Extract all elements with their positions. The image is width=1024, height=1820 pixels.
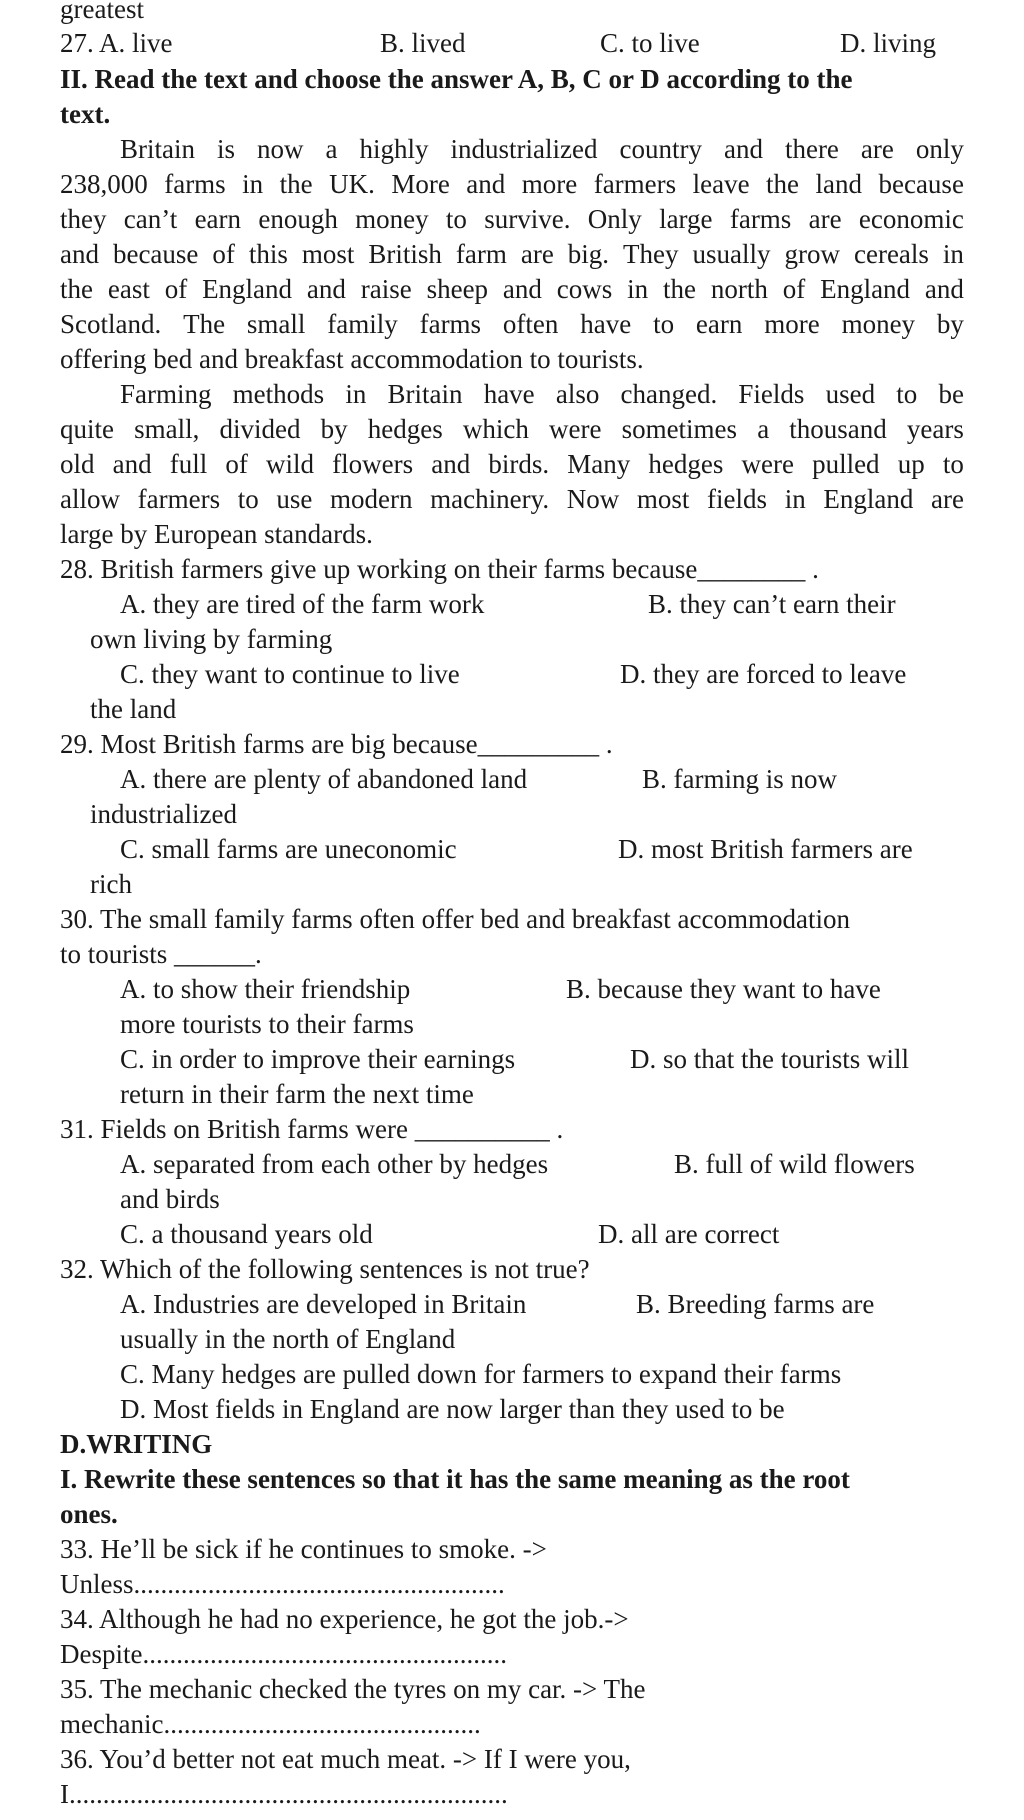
passage-word: this <box>248 239 288 269</box>
passage-word: were <box>741 449 794 479</box>
passage-word: divided <box>219 414 301 444</box>
passage-word: flowers <box>332 449 414 479</box>
passage-word: cereals <box>853 239 929 269</box>
passage-word: leave <box>692 169 750 199</box>
q28-option-b: B. they can’t earn their <box>648 589 896 619</box>
passage-word: farm <box>455 239 507 269</box>
passage-word: farms <box>419 309 482 339</box>
passage-word: family <box>327 309 398 339</box>
q28-stem: 28. British farmers give up working on their farms because________ . <box>60 554 819 584</box>
q29-option-a: A. there are plenty of abandoned land <box>120 764 528 794</box>
passage-word: Many <box>567 449 631 479</box>
passage-word: economic <box>858 204 964 234</box>
passage-word: small, <box>134 414 200 444</box>
passage-word: farms <box>164 169 226 199</box>
passage-word: Scotland. <box>60 309 162 339</box>
passage-word: farms <box>729 204 792 234</box>
q33-sentence: 33. He’ll be sick if he continues to smoke. -> <box>60 1534 547 1564</box>
passage-word: allow <box>60 484 120 514</box>
passage-word: wild <box>266 449 315 479</box>
passage-word: by <box>936 309 964 339</box>
reading-heading: II. Read the text and choose the answer A, B, C or D according to the <box>60 64 853 94</box>
q34-answer-line[interactable]: Despite...................................................... <box>60 1639 507 1669</box>
passage-p2-line <box>60 412 964 446</box>
q36-sentence: 36. You’d better not eat much meat. -> If I were you, <box>60 1744 631 1774</box>
passage-word: survive. <box>484 204 571 234</box>
passage-word: are <box>520 239 554 269</box>
passage-word: of <box>782 274 806 304</box>
passage-word: also <box>555 379 600 409</box>
passage-word: thousand <box>789 414 887 444</box>
q29-option-b: B. farming is now <box>642 764 837 794</box>
passage-word: east <box>107 274 150 304</box>
q32-option-b: B. Breeding farms are <box>636 1289 875 1319</box>
passage-word: changed. <box>620 379 718 409</box>
q28-option-b-cont: own living by farming <box>90 624 333 654</box>
passage-p1-line <box>60 272 964 306</box>
passage-word: in <box>242 169 264 199</box>
passage-word: the <box>279 169 313 199</box>
passage-word: years <box>906 414 964 444</box>
passage-word: there <box>784 134 839 164</box>
passage-word: used <box>825 379 876 409</box>
passage-word: birds. <box>488 449 550 479</box>
q30-option-b: B. because they want to have <box>566 974 881 1004</box>
reading-heading-cont: text. <box>60 99 111 129</box>
passage-word: land <box>815 169 863 199</box>
passage-word: are <box>930 484 964 514</box>
passage-word: hedges <box>648 449 724 479</box>
q32-stem: 32. Which of the following sentences is not true? <box>60 1254 590 1284</box>
q32-option-d: D. Most fields in England are now larger than they used to be <box>120 1394 785 1424</box>
passage-word: because <box>112 239 199 269</box>
q31-option-c: C. a thousand years old <box>120 1219 373 1249</box>
q32-option-c: C. Many hedges are pulled down for farmers to expand their farms <box>120 1359 842 1389</box>
passage-word: the <box>766 169 800 199</box>
q29-option-d-cont: rich <box>90 869 132 899</box>
q28-option-d: D. they are forced to leave <box>620 659 907 689</box>
q32-option-a: A. Industries are developed in Britain <box>120 1289 527 1319</box>
q28-option-c: C. they want to continue to live <box>120 659 460 689</box>
passage-word: England <box>820 274 911 304</box>
passage-word: England <box>202 274 293 304</box>
q31-option-b: B. full of wild flowers <box>674 1149 915 1179</box>
passage-word: and <box>723 134 763 164</box>
passage-word: and <box>924 274 964 304</box>
passage-word: north <box>710 274 768 304</box>
q29-option-b-cont: industrialized <box>90 799 237 829</box>
passage-word: machinery. <box>430 484 550 514</box>
passage-p2-line <box>120 377 964 411</box>
passage-word: in <box>627 274 649 304</box>
q31-option-b-cont: and birds <box>120 1184 220 1214</box>
passage-word: a <box>325 134 338 164</box>
passage-p2-line <box>60 447 964 481</box>
q29-option-c: C. small farms are uneconomic <box>120 834 457 864</box>
passage-word: they <box>60 204 107 234</box>
passage-word: and <box>112 449 152 479</box>
passage-word: were <box>548 414 602 444</box>
passage-word: They <box>623 239 679 269</box>
passage-word: use <box>276 484 313 514</box>
passage-word: quite <box>60 414 114 444</box>
q29-stem: 29. Most British farms are big because_________ . <box>60 729 613 759</box>
passage-word: now <box>257 134 304 164</box>
passage-word: Fields <box>738 379 805 409</box>
passage-word: farmers <box>593 169 677 199</box>
passage-word: and <box>466 169 506 199</box>
passage-word: The <box>183 309 226 339</box>
passage-word: because <box>878 169 964 199</box>
q34-sentence: 34. Although he had no experience, he got the job.-> <box>60 1604 629 1634</box>
q30-option-a: A. to show their friendship <box>120 974 411 1004</box>
passage-word: which <box>462 414 529 444</box>
passage-word: pulled <box>812 449 880 479</box>
q32-option-b-cont: usually in the north of England <box>120 1324 456 1354</box>
passage-word: often <box>502 309 559 339</box>
passage-word: highly <box>359 134 429 164</box>
passage-word: earn <box>695 309 743 339</box>
passage-word: most <box>636 484 690 514</box>
passage-word: Now <box>566 484 620 514</box>
q30-option-d: D. so that the tourists will <box>630 1044 909 1074</box>
passage-word: be <box>938 379 964 409</box>
passage-word: methods <box>232 379 325 409</box>
passage-p2-line: large by European standards. <box>60 519 373 549</box>
passage-word: of <box>225 449 248 479</box>
passage-word: fields <box>707 484 768 514</box>
passage-word: sheep <box>426 274 489 304</box>
passage-word: UK. <box>329 169 375 199</box>
passage-word: British <box>368 239 442 269</box>
passage-word: can’t <box>123 204 178 234</box>
passage-word: 238,000 <box>60 169 148 199</box>
passage-word: to <box>445 204 467 234</box>
passage-word: full <box>169 449 208 479</box>
passage-word: in <box>942 239 964 269</box>
q33-answer-line[interactable]: Unless....................................................... <box>60 1569 505 1599</box>
passage-word: have <box>483 379 535 409</box>
passage-word: in <box>345 379 367 409</box>
passage-word: small <box>246 309 306 339</box>
q28-option-d-cont: the land <box>90 694 177 724</box>
writing-instruction-cont: ones. <box>60 1499 118 1529</box>
passage-word: grow <box>784 239 840 269</box>
passage-word: are <box>808 204 842 234</box>
passage-word: money <box>841 309 916 339</box>
q35-answer-line[interactable]: mechanic............................................... <box>60 1709 481 1739</box>
passage-word: Britain <box>120 134 195 164</box>
q29-option-d: D. most British farmers are <box>618 834 913 864</box>
passage-word: sometimes <box>621 414 738 444</box>
passage-word: big. <box>567 239 610 269</box>
passage-word: old <box>60 449 95 479</box>
q28-option-a: A. they are tired of the farm work <box>120 589 485 619</box>
q27-option-c: C. to live <box>600 28 700 58</box>
passage-word: cows <box>556 274 613 304</box>
passage-word: only <box>915 134 964 164</box>
passage-p1-line <box>60 202 964 236</box>
passage-word: large <box>659 204 713 234</box>
passage-word: money <box>355 204 429 234</box>
passage-word: the <box>60 274 93 304</box>
passage-word: modern <box>330 484 413 514</box>
passage-word: more <box>521 169 578 199</box>
passage-word: and <box>431 449 471 479</box>
q31-stem: 31. Fields on British farms were __________ . <box>60 1114 564 1144</box>
passage-word: most <box>301 239 355 269</box>
passage-word: a <box>757 414 770 444</box>
passage-word: to <box>896 379 918 409</box>
passage-word: raise <box>360 274 412 304</box>
passage-word: farmers <box>137 484 221 514</box>
q27-option-d: D. living <box>840 28 937 58</box>
passage-p1-line <box>60 307 964 341</box>
q31-option-a: A. separated from each other by hedges <box>120 1149 549 1179</box>
writing-instruction: I. Rewrite these sentences so that it has the same meaning as the root <box>60 1464 850 1494</box>
passage-word: Farming <box>120 379 212 409</box>
passage-word: More <box>391 169 450 199</box>
passage-word: more <box>764 309 820 339</box>
passage-word: up <box>897 449 925 479</box>
q30-stem-cont: to tourists ______. <box>60 939 262 969</box>
q31-option-d: D. all are correct <box>598 1219 780 1249</box>
passage-word: have <box>580 309 632 339</box>
q30-option-c: C. in order to improve their earnings <box>120 1044 516 1074</box>
passage-word: enough <box>258 204 338 234</box>
passage-word: is <box>217 134 236 164</box>
passage-word: are <box>860 134 894 164</box>
q30-option-b-cont: more tourists to their farms <box>120 1009 414 1039</box>
passage-word: earn <box>194 204 242 234</box>
passage-word: country <box>619 134 702 164</box>
passage-word: usually <box>692 239 771 269</box>
passage-word: the <box>663 274 696 304</box>
writing-section-title: D.WRITING <box>60 1429 213 1459</box>
passage-word: to <box>942 449 964 479</box>
q36-answer-line[interactable]: I................................................................. <box>60 1779 508 1809</box>
q30-option-d-cont: return in their farm the next time <box>120 1079 474 1109</box>
passage-word: to <box>237 484 259 514</box>
passage-word: and <box>502 274 542 304</box>
q27-option-b: B. lived <box>380 28 466 58</box>
passage-word: to <box>653 309 675 339</box>
q26-tail: greatest <box>60 0 144 24</box>
passage-word: in <box>784 484 806 514</box>
passage-word: of <box>212 239 235 269</box>
passage-word: hedges <box>367 414 443 444</box>
passage-word: England <box>823 484 914 514</box>
q27-option-a: 27. A. live <box>60 28 173 58</box>
passage-word: industrialized <box>450 134 598 164</box>
passage-word: Only <box>587 204 642 234</box>
passage-word: and <box>60 239 99 269</box>
q30-stem: 30. The small family farms often offer bed and breakfast accommodation <box>60 904 850 934</box>
passage-p2-line <box>60 482 964 516</box>
q35-sentence: 35. The mechanic checked the tyres on my car. -> The <box>60 1674 646 1704</box>
passage-word: of <box>164 274 188 304</box>
passage-p1-line <box>60 237 964 271</box>
passage-p1-line <box>60 167 964 201</box>
passage-p1-line: offering bed and breakfast accommodation to tourists. <box>60 344 644 374</box>
passage-word: by <box>320 414 348 444</box>
passage-p1-line <box>120 132 964 166</box>
passage-word: and <box>306 274 346 304</box>
passage-word: Britain <box>387 379 463 409</box>
